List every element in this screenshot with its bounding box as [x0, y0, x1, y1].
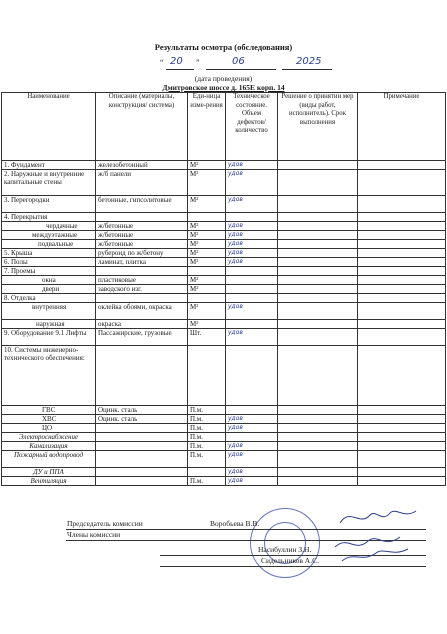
table-row [2, 346, 446, 406]
table-row [2, 170, 446, 196]
row-decision [278, 267, 358, 276]
table-row [2, 294, 446, 303]
handwritten-signatures [330, 505, 430, 565]
document-title: Результаты осмотра (обследования) [154, 42, 293, 52]
table-row [2, 240, 446, 249]
row-name: междуэтажные [2, 231, 96, 240]
row-description: Оцинк. сталь [96, 415, 188, 424]
row-name: 7. Проемы [2, 267, 96, 276]
row-unit [188, 468, 226, 477]
row-description: пластиковые [96, 276, 188, 285]
row-name: наружная [2, 320, 96, 329]
member-1-name: Насибуллин З.Н. [258, 545, 312, 554]
table-row [2, 213, 446, 222]
row-unit: М² [188, 258, 226, 267]
row-decision [278, 258, 358, 267]
row-state: удов [226, 451, 278, 468]
row-description: Оцинк. сталь [96, 406, 188, 415]
table-row [2, 433, 446, 442]
table-row [2, 442, 446, 451]
row-state: удов [226, 240, 278, 249]
row-decision [278, 213, 358, 222]
row-name: внутренняя [2, 303, 96, 320]
row-unit: П.м. [188, 451, 226, 468]
table-row [2, 424, 446, 433]
row-unit: П.м. [188, 406, 226, 415]
row-unit [188, 213, 226, 222]
row-note [358, 276, 446, 285]
row-state: удов [226, 161, 278, 170]
table-row [2, 222, 446, 231]
row-name: 1. Фундамент [2, 161, 96, 170]
row-decision [278, 329, 358, 346]
row-name: Электроснабжение [2, 433, 96, 442]
row-state [226, 406, 278, 415]
row-decision [278, 249, 358, 258]
row-description: ж/бетонные [96, 231, 188, 240]
row-note [358, 258, 446, 267]
row-state: удов [226, 424, 278, 433]
table-row [2, 258, 446, 267]
members-label: Члены комиссии [67, 530, 121, 539]
row-description [96, 213, 188, 222]
row-description: окраска [96, 320, 188, 329]
row-name: двери [2, 285, 96, 294]
row-description: бетонные, гипсолитовые [96, 196, 188, 213]
row-note [358, 415, 446, 424]
row-note [358, 424, 446, 433]
row-decision [278, 294, 358, 303]
table-row [2, 231, 446, 240]
organization-stamp [250, 508, 320, 578]
row-state [226, 267, 278, 276]
table-row [2, 276, 446, 285]
row-state: удов [226, 468, 278, 477]
building-address: Дмитровское шоссе д. 165Е корп. 14 [162, 83, 285, 92]
row-state [226, 213, 278, 222]
row-name: 9. Оборудование 9.1 Лифты [2, 329, 96, 346]
row-state [226, 294, 278, 303]
inspection-date: “ 20 ” 06 2025 [160, 58, 335, 72]
row-unit: М² [188, 161, 226, 170]
table-body [2, 161, 446, 486]
member-2-name: Сидельников А.С. [261, 556, 319, 565]
table-row [2, 415, 446, 424]
row-name: окна [2, 276, 96, 285]
row-name: Канализация [2, 442, 96, 451]
row-unit: П.м. [188, 477, 226, 486]
row-description [96, 346, 188, 406]
table-row [2, 285, 446, 294]
date-day: 20 [170, 56, 183, 67]
row-decision [278, 424, 358, 433]
row-note [358, 285, 446, 294]
row-name: 8. Отделка [2, 294, 96, 303]
row-decision [278, 468, 358, 477]
row-description: заводского изг. [96, 285, 188, 294]
row-decision [278, 222, 358, 231]
row-name: 3. Перегородки [2, 196, 96, 213]
row-state: удов [226, 222, 278, 231]
row-decision [278, 170, 358, 196]
row-name: ЦО [2, 424, 96, 433]
row-unit: М² [188, 231, 226, 240]
row-note [358, 196, 446, 213]
row-note [358, 406, 446, 415]
row-unit: Шт. [188, 329, 226, 346]
row-note [358, 161, 446, 170]
row-description: рубероид по ж/бетону [96, 249, 188, 258]
row-state [226, 276, 278, 285]
row-description [96, 477, 188, 486]
row-note [358, 231, 446, 240]
row-decision [278, 196, 358, 213]
row-note [358, 468, 446, 477]
row-name: Вентиляция [2, 477, 96, 486]
row-name: 10. Системы инженерно-технического обеспечения: [2, 346, 96, 406]
row-note [358, 213, 446, 222]
table-row [2, 196, 446, 213]
row-note [358, 433, 446, 442]
row-decision [278, 285, 358, 294]
column-header: Техническое состояние. Объем дефектов/ количество [226, 93, 278, 161]
row-unit: М² [188, 320, 226, 329]
row-state [226, 320, 278, 329]
row-unit: М² [188, 276, 226, 285]
date-caption: (дата проведения) [194, 74, 253, 83]
row-name: ДУ и ППА [2, 468, 96, 477]
row-name: ГВС [2, 406, 96, 415]
row-state: удов [226, 258, 278, 267]
row-note [358, 329, 446, 346]
column-header: Еди-ница изме-рения [188, 93, 226, 161]
column-header: Наименование [2, 93, 96, 161]
chairman-name: Воробьева В.В. [210, 519, 260, 528]
row-name: 6. Полы [2, 258, 96, 267]
row-description [96, 442, 188, 451]
row-name: 4. Перекрытия [2, 213, 96, 222]
row-description [96, 424, 188, 433]
row-description [96, 267, 188, 276]
row-state: удов [226, 249, 278, 258]
table-row [2, 451, 446, 468]
table-row [2, 468, 446, 477]
row-decision [278, 442, 358, 451]
row-unit: М² [188, 285, 226, 294]
row-decision [278, 433, 358, 442]
row-decision [278, 231, 358, 240]
row-state [226, 433, 278, 442]
row-unit: М² [188, 249, 226, 258]
table-row [2, 320, 446, 329]
row-state: удов [226, 477, 278, 486]
column-header: Примечание [358, 93, 446, 161]
row-unit: М² [188, 222, 226, 231]
row-note [358, 303, 446, 320]
row-name: 5. Крыша [2, 249, 96, 258]
row-decision [278, 276, 358, 285]
row-decision [278, 161, 358, 170]
row-unit: П.м. [188, 433, 226, 442]
row-description [96, 294, 188, 303]
row-state [226, 285, 278, 294]
row-decision [278, 477, 358, 486]
row-state: удов [226, 196, 278, 213]
row-note [358, 320, 446, 329]
row-note [358, 442, 446, 451]
row-unit [188, 294, 226, 303]
row-note [358, 240, 446, 249]
table-row [2, 477, 446, 486]
date-year: 2025 [296, 56, 322, 67]
row-note [358, 477, 446, 486]
date-month: 06 [232, 56, 245, 67]
row-description [96, 468, 188, 477]
row-unit: М² [188, 240, 226, 249]
row-note [358, 294, 446, 303]
row-note [358, 170, 446, 196]
row-decision [278, 406, 358, 415]
row-name: ХВС [2, 415, 96, 424]
row-unit [188, 267, 226, 276]
row-unit: П.м. [188, 442, 226, 451]
row-unit: М² [188, 170, 226, 196]
row-state: удов [226, 231, 278, 240]
row-unit: М² [188, 303, 226, 320]
row-state: удов [226, 170, 278, 196]
row-note [358, 249, 446, 258]
row-description [96, 451, 188, 468]
row-decision [278, 240, 358, 249]
row-name: 2. Наружные и внутренние капитальные стены [2, 170, 96, 196]
row-name: подвальные [2, 240, 96, 249]
row-state: удов [226, 415, 278, 424]
row-state: удов [226, 442, 278, 451]
row-name: Пожарный водопровод [2, 451, 96, 468]
row-note [358, 267, 446, 276]
table-row [2, 161, 446, 170]
row-unit [188, 346, 226, 406]
row-state: удов [226, 303, 278, 320]
inspection-table [1, 92, 446, 486]
row-description: ламинат, плитка [96, 258, 188, 267]
table-row [2, 249, 446, 258]
row-note [358, 222, 446, 231]
row-decision [278, 346, 358, 406]
row-decision [278, 303, 358, 320]
chairman-label: Председатель комиссии [67, 519, 143, 528]
table-row [2, 303, 446, 320]
row-description: ж/бетонные [96, 222, 188, 231]
row-decision [278, 451, 358, 468]
row-state [226, 346, 278, 406]
row-description [96, 433, 188, 442]
row-note [358, 346, 446, 406]
row-unit: П.м. [188, 424, 226, 433]
table-row [2, 267, 446, 276]
row-description: железобетонный [96, 161, 188, 170]
column-header: Решение о принятии мер (виды работ, исполнитель). Срок выполнения [278, 93, 358, 161]
row-description: оклейка обоями, окраска [96, 303, 188, 320]
row-description: Пассажирские, грузовые [96, 329, 188, 346]
row-decision [278, 415, 358, 424]
row-decision [278, 320, 358, 329]
row-unit: М² [188, 196, 226, 213]
row-description: ж/б панели [96, 170, 188, 196]
table-row [2, 406, 446, 415]
row-note [358, 451, 446, 468]
row-unit: П.м. [188, 415, 226, 424]
row-description: ж/бетонные [96, 240, 188, 249]
column-header: Описание (материалы, конструкция/ система) [96, 93, 188, 161]
table-row [2, 329, 446, 346]
row-name: чердачные [2, 222, 96, 231]
row-state: удов [226, 329, 278, 346]
